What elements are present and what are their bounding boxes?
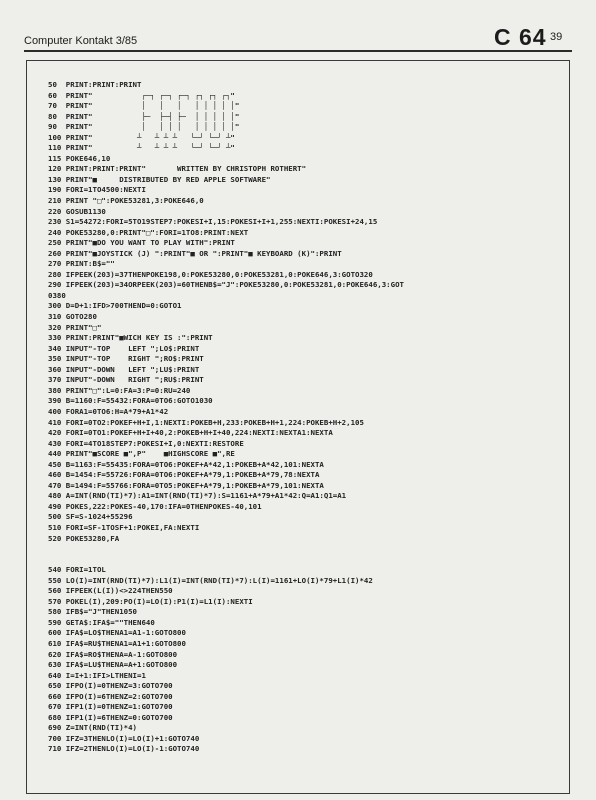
code-line: 570 POKEL(I),209:PO(I)=LO(I):P1(I)=L1(I):NEXTI <box>48 596 253 606</box>
code-line: 670 IFP1(I)=0THENZ=1:GOTO700 <box>48 702 173 712</box>
code-line: 470 B=1494:F=55766:FORA=0TO5:POKEF+A*79,1:POKEB+A*79,101:NEXTA <box>48 480 324 490</box>
code-line: 400 FORA1=0TO6:H=A*79+A1*42 <box>48 406 169 416</box>
code-line: 630 IFA$=LU$THENA=A+1:GOTO800 <box>48 660 178 670</box>
code-line: 320 PRINT"□" <box>48 322 102 332</box>
code-line: 540 FORI=1TOL <box>48 565 106 575</box>
code-line: 210 PRINT "□":POKE53281,3:POKE646,0 <box>48 196 204 206</box>
code-line: 650 IFPO(I)=0THENZ=3:GOTO700 <box>48 681 173 691</box>
code-line: 460 B=1454:F=55726:FORA=0TO6:POKEF+A*79,1:POKEB+A*79,78:NEXTA <box>48 470 320 480</box>
code-line: 600 IFA$=LO$THENA1=A1-1:GOTO800 <box>48 628 186 638</box>
code-line: 330 PRINT:PRINT"■WICH KEY IS :":PRINT <box>48 333 213 343</box>
code-line: 490 POKES,222:POKES-40,170:IFA=0THENPOKES-40,101 <box>48 501 262 511</box>
code-line: 310 GOTO280 <box>48 312 97 322</box>
code-line: 610 IFA$=RU$THENA1=A1+1:GOTO800 <box>48 638 186 648</box>
code-line: 480 A=INT(RND(TI)*7):A1=INT(RND(TI)*7):S=1161+A*79+A1*42:Q=A1:Q1=A1 <box>48 491 347 501</box>
code-line: 660 IFPO(I)=6THENZ=2:GOTO700 <box>48 691 173 701</box>
code-line: 350 INPUT"-TOP RIGHT ";RO$:PRINT <box>48 354 204 364</box>
listing-gap <box>48 544 570 555</box>
code-line: 270 PRINT:B$="" <box>48 259 115 269</box>
code-line: 680 IFP1(I)=6THENZ=0:GOTO700 <box>48 712 173 722</box>
code-line: 430 FORI=4TO18STEP7:POKESI+I,0:NEXTI:RESTORE <box>48 438 244 448</box>
code-line: 240 POKE53280,0:PRINT"□":FORI=1TO8:PRINT:NEXT <box>48 227 249 237</box>
code-line: 710 IFZ=2THENLO(I)=LO(I)-1:GOTO740 <box>48 744 200 754</box>
code-line: 110 PRINT" ┴ ┴ ┴ ┴ └─┘ └─┘ ┴" <box>48 143 235 153</box>
code-line: 340 INPUT"-TOP LEFT ";LO$:PRINT <box>48 343 200 353</box>
code-line: 420 FORI=0TO1:POKEF+H+I+40,2:POKEB+H+I+40,224:NEXTI:NEXTA1:NEXTA <box>48 428 333 438</box>
code-line: 80 PRINT" ├─ ├─┤ ├─ │ │ │ │ │" <box>48 111 240 121</box>
code-line: 590 GETA$:IFA$=""THEN640 <box>48 617 155 627</box>
code-line: 360 INPUT"-DOWN LEFT ";LU$:PRINT <box>48 364 200 374</box>
code-line: 100 PRINT" ┴ ┴ ┴ ┴ └─┘ └─┘ ┴" <box>48 132 235 142</box>
header-rule <box>24 50 572 52</box>
code-line: 370 INPUT"-DOWN RIGHT ";RU$:PRINT <box>48 375 204 385</box>
code-line: 260 PRINT"■JOYSTICK (J) ":PRINT"■ OR ":PRINT"■ KEYBOARD (K)":PRINT <box>48 248 342 258</box>
code-line: 60 PRINT" ┌─┐ ┌─┐ ┌─┐ ┌┐ ┌┐ ┌┐" <box>48 90 235 100</box>
section-title: C 64 <box>494 24 547 50</box>
code-line: 410 FORI=0TO2:POKEF+H+I,1:NEXTI:POKEB+H,233:POKEB+H+1,224:POKEB+H+2,105 <box>48 417 364 427</box>
code-line: 230 S1=54272:FORI=5TO19STEP7:POKESI+I,15:POKESI+I+1,255:NEXTI:POKESI+24,15 <box>48 217 378 227</box>
code-line: 560 IFPEEK(L(I))<>224THEN550 <box>48 586 173 596</box>
magazine-title: Computer Kontakt 3/85 <box>24 35 138 47</box>
code-line: 440 PRINT"■SCORE ■",P" ■HIGHSCORE ■",RE <box>48 449 235 459</box>
code-line: 70 PRINT" │ │ │ │ │ │ │ │" <box>48 101 240 111</box>
code-line: 550 LO(I)=INT(RND(TI)*7):L1(I)=INT(RND(TI)*7):L(I)=1161+LO(I)*79+L1(I)*42 <box>48 575 373 585</box>
page-number: 39 <box>550 31 563 43</box>
code-line: 510 FORI=SF-1TOSF+1:POKEI,FA:NEXTI <box>48 522 200 532</box>
code-line: 690 Z=INT(RND(TI)*4) <box>48 723 137 733</box>
code-line: 250 PRINT"■DO YOU WANT TO PLAY WITH":PRINT <box>48 238 235 248</box>
basic-listing <box>48 80 570 755</box>
code-line: 300 D=D+1:IFD>700THEND=0:GOTO1 <box>48 301 182 311</box>
code-line: 50 PRINT:PRINT:PRINT <box>48 80 142 89</box>
code-line: 120 PRINT:PRINT:PRINT" WRITTEN BY CHRISTOPH ROTHERT" <box>48 164 307 174</box>
code-line: 450 B=1163:F=55435:FORA=0TO6:POKEF+A*42,1:POKEB+A*42,101:NEXTA <box>48 459 324 469</box>
code-line <box>48 555 570 566</box>
code-line: 0380 <box>48 290 66 300</box>
code-line: 220 GOSUB1130 <box>48 206 106 216</box>
code-line: 580 IFB$="J"THEN1050 <box>48 607 137 617</box>
code-line: 280 IFPEEK(203)=37THENPOKE198,0:POKE53280,0:POKE53281,0:POKE646,3:GOTO320 <box>48 269 373 279</box>
code-line: 380 PRINT"□":L=0:FA=3:P=0:RU=240 <box>48 385 191 395</box>
code-line: 190 FORI=1TO4500:NEXTI <box>48 185 146 195</box>
code-line: 640 I=I+1:IFI>LTHENI=1 <box>48 670 146 680</box>
code-line: 390 B=1160:F=55432:FORA=0TO6:GOTO1030 <box>48 396 213 406</box>
code-line: 700 IFZ=3THENLO(I)=LO(I)+1:GOTO740 <box>48 733 200 743</box>
code-line: 130 PRINT"■ DISTRIBUTED BY RED APPLE SOFTWARE" <box>48 174 271 184</box>
code-line: 290 IFPEEK(203)=34ORPEEK(203)=60THENB$="J":POKE53280,0:POKE53281,0:POKE646,3:GOT <box>48 280 404 290</box>
code-line: 500 SF=S-1024+55296 <box>48 512 133 522</box>
code-line: 620 IFA$=RO$THENA=A-1:GOTO800 <box>48 649 178 659</box>
code-line: 520 POKE53280,FA <box>48 533 120 543</box>
code-line: 90 PRINT" │ │ │ │ │ │ │ │ │" <box>48 122 240 132</box>
code-line: 115 POKE646,10 <box>48 153 111 163</box>
